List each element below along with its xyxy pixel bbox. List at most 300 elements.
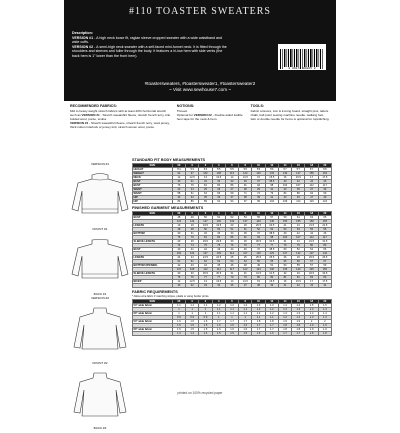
- back-2-label: BACK #2: [93, 426, 107, 430]
- table-cell: 46: [318, 232, 331, 236]
- table-cell: 150: [278, 220, 291, 224]
- table-cell: 31: [292, 240, 305, 244]
- table-cell: 112: [199, 268, 212, 272]
- table-cell: 53: [292, 228, 305, 232]
- table-cell: 91: [239, 184, 252, 188]
- fabrics-v2-label: VERSION #2: [70, 120, 89, 125]
- row-label: BUST: [133, 180, 173, 184]
- barcode: [278, 44, 326, 70]
- table-cell: 1.1: [212, 308, 225, 312]
- table-cell: 5'6: [265, 168, 278, 172]
- table-cell: 1.8: [292, 328, 305, 332]
- table-cell: 20: [225, 224, 238, 228]
- table-cell: 40: [278, 180, 291, 184]
- table-cell: 1.4: [318, 312, 331, 316]
- table-cell: 120: [239, 172, 252, 176]
- table-cell: 19.5: [199, 224, 212, 228]
- table-cell: 28: [239, 188, 252, 192]
- table-cell: 66: [292, 260, 305, 264]
- size-column-header: 18: [305, 212, 318, 216]
- table-cell: 1.7: [252, 324, 265, 328]
- table-cell: 79: [292, 244, 305, 248]
- table-cell: 13: [199, 176, 212, 180]
- table-cell: 102: [199, 172, 212, 176]
- notions-text2: Optional for: [176, 112, 193, 117]
- size-column-header: 10: [252, 164, 265, 168]
- table-cell: 15: [252, 280, 265, 284]
- table-cell: 15.5: [265, 176, 278, 180]
- table-cell: 52: [225, 216, 238, 220]
- table-cell: 5'4: [186, 168, 199, 172]
- table-cell: 54: [305, 248, 318, 252]
- table-cell: 1.4: [292, 304, 305, 308]
- size-header: SIZE: [133, 212, 173, 216]
- table-cell: 58: [172, 192, 185, 196]
- table-cell: 1.5: [172, 324, 185, 328]
- table-cell: 56: [318, 248, 331, 252]
- table-cell: 107: [292, 184, 305, 188]
- table-cell: 15: [252, 176, 265, 180]
- table-cell: 1.2: [265, 308, 278, 312]
- table-cell: 64: [225, 260, 238, 264]
- table-cell: 29.5: [199, 240, 212, 244]
- table-cell: 37: [305, 188, 318, 192]
- table-cell: 14.5: [239, 176, 252, 180]
- table-cell: 13.5: [212, 176, 225, 180]
- table-cell: 122: [172, 220, 185, 224]
- table-cell: 99: [252, 200, 265, 204]
- table-cell: 1.8: [318, 332, 331, 336]
- tools-text: Fabric scissors, iron & ironing board, straight pins, tailors chalk, ball point sewing machine needle, walking foot, twin or double needle for hems is optional for topstitching.: [250, 108, 330, 121]
- table-cell: 133: [265, 172, 278, 176]
- table-cell: 107: [172, 268, 185, 272]
- table-cell: 12: [172, 280, 185, 284]
- row-label: BICEP: [133, 280, 173, 284]
- table-cell: 25: [199, 188, 212, 192]
- table-cell: 62: [199, 260, 212, 264]
- table-cell: 107: [199, 252, 212, 256]
- table-cell: 76: [172, 276, 185, 280]
- table-cell: 30.5: [199, 272, 212, 276]
- table-cell: 130: [265, 268, 278, 272]
- table-cell: 1.9: [305, 324, 318, 328]
- table-cell: 5'4: [172, 168, 185, 172]
- table-cell: 1.7: [252, 328, 265, 332]
- table-cell: 113: [225, 172, 238, 176]
- table-cell: 109: [212, 252, 225, 256]
- row-label: BOTTOM: [133, 232, 173, 236]
- table-cell: 5'7: [278, 168, 291, 172]
- table-cell: 74: [252, 192, 265, 196]
- table-cell: 1.1: [225, 308, 238, 312]
- table-cell: 32: [292, 272, 305, 276]
- table-cell: 46: [225, 264, 238, 268]
- front-2-label: FRONT #2: [92, 361, 108, 365]
- fabrics-text2: - Stretch sweatshirt fleece, stretch french terry, knit bolded wool, ponte, scuba.: [70, 112, 171, 121]
- table-cell: 30: [239, 240, 252, 244]
- table-cell: 1.7: [292, 332, 305, 336]
- table-cell: 1.7: [265, 324, 278, 328]
- table-cell: 57: [265, 216, 278, 220]
- front-1-sketch-icon: [70, 169, 130, 221]
- table-cell: 1: [172, 312, 185, 316]
- table-cell: 25.5: [252, 256, 265, 260]
- v1-label: VERSION #1: [72, 35, 94, 40]
- table-cell: 2: [318, 320, 331, 324]
- table-cell: 1.5: [225, 332, 238, 336]
- table-cell: 132: [225, 220, 238, 224]
- table-cell: 30.5: [212, 272, 225, 276]
- table-cell: 1.1: [199, 304, 212, 308]
- table-cell: 76: [172, 184, 185, 188]
- table-cell: 65: [318, 216, 331, 220]
- size-column-header: 6: [225, 300, 238, 304]
- fabrics-text3: - Stretch sweatshirt fleece, stretch french terry, wool jersey, thick cotton interlock or jersey knit, stretch woven wool, ponte.: [70, 120, 170, 129]
- table-cell: 1: [199, 308, 212, 312]
- table-cell: 34: [212, 284, 225, 288]
- table-cell: 47: [305, 196, 318, 200]
- table-cell: 31: [225, 272, 238, 276]
- table-cell: 117: [225, 268, 238, 272]
- size-column-header: 12: [265, 300, 278, 304]
- table-cell: 38: [239, 196, 252, 200]
- table-cell: 31.5: [305, 240, 318, 244]
- table-cell: 1.1: [252, 316, 265, 320]
- table-cell: 104: [265, 200, 278, 204]
- table-cell: 1.5: [186, 324, 199, 328]
- table-cell: 130: [212, 220, 225, 224]
- table-cell: 1: [212, 316, 225, 320]
- table-cell: 39: [252, 196, 265, 200]
- table-cell: 12.5: [186, 176, 199, 180]
- table-cell: 25: [239, 256, 252, 260]
- row-label: BUST: [133, 184, 173, 188]
- v2-label: VERSION #2: [72, 44, 94, 49]
- footer-note: printed on 100% recycled paper: [177, 391, 223, 395]
- table-cell: 1: [186, 308, 199, 312]
- table-cell: 1.5: [318, 304, 331, 308]
- table-cell: 1.9: [305, 328, 318, 332]
- table-cell: 44: [199, 264, 212, 268]
- table-cell: 26: [278, 256, 291, 260]
- table-cell: 12: [172, 176, 185, 180]
- table-cell: 17: [305, 176, 318, 180]
- v1-title: VERSION #1: [90, 162, 110, 166]
- table-cell: 150: [318, 268, 331, 272]
- barcode-number: 8 09174 00005 2: [288, 67, 316, 70]
- table-cell: 1.6: [225, 324, 238, 328]
- fabrics-section: [70, 105, 171, 129]
- table-cell: 62: [212, 260, 225, 264]
- table-cell: 145: [305, 268, 318, 272]
- page-title: #110 TOASTER SWEATERS: [129, 6, 271, 17]
- table-cell: 5'5: [212, 168, 225, 172]
- size-column-header: 12: [265, 164, 278, 168]
- table-cell: 55: [318, 228, 331, 232]
- description: [72, 31, 230, 59]
- table-cell: 1.8: [278, 324, 291, 328]
- table-cell: 5'6: [239, 168, 252, 172]
- table-cell: 1.7: [278, 332, 291, 336]
- row-label: NECK: [133, 176, 173, 180]
- row-label: BUST: [133, 216, 173, 220]
- table-cell: 1.5: [186, 328, 199, 332]
- row-label: SLEEVE LENGTH: [133, 272, 173, 276]
- table-cell: 32.5: [318, 272, 331, 276]
- table-cell: 165: [318, 220, 331, 224]
- table-cell: 76: [239, 244, 252, 248]
- table-cell: 26.5: [318, 256, 331, 260]
- table-cell: 49: [186, 216, 199, 220]
- header-band: [64, 0, 336, 101]
- v2-text: - A semi-high neck sweater with a self-faced mini-funnel neck. It is fitted through the shoulders and sleeves and fuller through the body. It features a hi-low hem with side vents (the back hem is 1" lower than the front hem).: [72, 44, 227, 58]
- table-cell: 24: [186, 256, 199, 260]
- table-cell: 33: [172, 196, 185, 200]
- table-cell: 145: [265, 220, 278, 224]
- table-cell: 67: [305, 260, 318, 264]
- table-cell: 142: [318, 252, 331, 256]
- table-cell: 21.5: [305, 224, 318, 228]
- description-heading: Description:: [72, 31, 93, 35]
- table-cell: 65: [265, 260, 278, 264]
- table-cell: 84: [212, 236, 225, 240]
- table-cell: 38.5: [265, 232, 278, 236]
- table-cell: 49: [318, 196, 331, 200]
- table-cell: 147: [292, 172, 305, 176]
- size-column-header: 00: [172, 212, 185, 216]
- table-cell: 31.5: [252, 272, 265, 276]
- table-cell: 98: [265, 184, 278, 188]
- table-cell: 65: [252, 260, 265, 264]
- table-cell: 24: [172, 256, 185, 260]
- table-cell: 33: [278, 188, 291, 192]
- table-cell: 61: [172, 260, 185, 264]
- table-cell: 77: [252, 244, 265, 248]
- table-cell: 79: [186, 184, 199, 188]
- table-cell: 61: [186, 192, 199, 196]
- table-cell: 1.2: [212, 304, 225, 308]
- table-cell: 74: [172, 244, 185, 248]
- table-cell: 37: [252, 232, 265, 236]
- table-cell: 59: [318, 264, 331, 268]
- table-cell: 79: [239, 276, 252, 280]
- table-cell: 31: [278, 240, 291, 244]
- table-cell: 32: [199, 232, 212, 236]
- size-column-header: 2: [199, 212, 212, 216]
- table-cell: 109: [186, 268, 199, 272]
- table-cell: 75: [212, 244, 225, 248]
- table-cell: 97: [239, 200, 252, 204]
- size-column-header: 8: [239, 300, 252, 304]
- table-cell: 1.1: [172, 304, 185, 308]
- table-cell: 32: [278, 272, 291, 276]
- table-cell: 140: [292, 268, 305, 272]
- size-column-header: 20: [318, 212, 331, 216]
- table-cell: 21: [292, 224, 305, 228]
- table-cell: 48: [172, 228, 185, 232]
- table-cell: 48.5: [265, 248, 278, 252]
- table-cell: 55: [292, 264, 305, 268]
- table-cell: 36: [239, 232, 252, 236]
- table-cell: 89: [199, 200, 212, 204]
- table-cell: 1.8: [252, 320, 265, 324]
- table-cell: 30: [225, 240, 238, 244]
- table-cell: 1.3: [265, 304, 278, 308]
- table-cell: 1.9: [318, 328, 331, 332]
- table-cell: 43: [305, 284, 318, 288]
- size-column-header: 0: [186, 212, 199, 216]
- table-cell: 92: [172, 172, 185, 176]
- front-2-sketch-icon: [70, 303, 130, 355]
- table-cell: 1.5: [239, 332, 252, 336]
- table-cell: 30.5: [252, 240, 265, 244]
- size-column-header: 14: [278, 164, 291, 168]
- table-cell: 1.6: [212, 324, 225, 328]
- table-cell: 79: [186, 236, 199, 240]
- table-cell: 30: [172, 232, 185, 236]
- row-label: WAIST: [133, 192, 173, 196]
- table-cell: 48: [239, 264, 252, 268]
- table-cell: 1.9: [318, 324, 331, 328]
- table-cell: 42: [199, 248, 212, 252]
- table-cell: 51: [225, 228, 238, 232]
- table-cell: 122: [239, 268, 252, 272]
- table-cell: 1.1: [239, 308, 252, 312]
- table-cell: 51: [239, 228, 252, 232]
- size-column-header: 0: [186, 300, 199, 304]
- table-cell: 1.1: [265, 316, 278, 320]
- row-label: HIP: [133, 200, 173, 204]
- table-cell: 99: [318, 192, 331, 196]
- table-cell: 32.5: [305, 272, 318, 276]
- table-cell: 37: [252, 180, 265, 184]
- table-cell: 1: [172, 308, 185, 312]
- table-cell: 1.8: [305, 332, 318, 336]
- table-cell: 31: [239, 272, 252, 276]
- table-cell: 15.5: [265, 280, 278, 284]
- table-cell: 36: [225, 284, 238, 288]
- table-cell: 1.5: [199, 328, 212, 332]
- table-cell: 59: [278, 216, 291, 220]
- table-cell: 1.1: [212, 312, 225, 316]
- table-cell: 5'4: [199, 168, 212, 172]
- table-cell: 80: [265, 276, 278, 280]
- table-cell: 160: [305, 220, 318, 224]
- table-cell: 163: [318, 172, 331, 176]
- table-cell: 97: [186, 172, 199, 176]
- table-cell: 1.7: [225, 320, 238, 324]
- table-cell: 36: [239, 180, 252, 184]
- table-cell: 46: [318, 180, 331, 184]
- table-cell: 0.9: [199, 316, 212, 320]
- table-cell: 31: [265, 188, 278, 192]
- table-cell: 1.7: [265, 328, 278, 332]
- table-cell: 1.4: [318, 308, 331, 312]
- row-label: WAIST: [133, 188, 173, 192]
- table-cell: 1.2: [292, 316, 305, 320]
- size-column-header: 4: [212, 300, 225, 304]
- table-cell: 35: [199, 196, 212, 200]
- table-cell: 29: [252, 188, 265, 192]
- table-cell: 24.5: [199, 256, 212, 260]
- table-cell: 137: [305, 252, 318, 256]
- size-header: SIZE: [133, 164, 173, 168]
- table-cell: 83: [318, 276, 331, 280]
- table-cell: 137: [239, 220, 252, 224]
- table-cell: 48: [172, 216, 185, 220]
- table-cell: 42: [172, 264, 185, 268]
- table-cell: 45: [292, 196, 305, 200]
- size-column-header: 00: [172, 300, 185, 304]
- size-column-header: 16: [292, 212, 305, 216]
- table-cell: 91: [212, 200, 225, 204]
- table-cell: 20.5: [265, 224, 278, 228]
- table-cell: 1.4: [199, 332, 212, 336]
- table-cell: 30: [172, 180, 185, 184]
- table-cell: 53: [278, 228, 291, 232]
- website-link[interactable]: ~ Visit www.sewhouse7.com ~: [169, 87, 231, 92]
- table-cell: 124: [252, 268, 265, 272]
- table-cell: 119: [305, 200, 318, 204]
- fabric-req-note: * Allow extra fabric if matching stripes, plaids or using border prints.: [132, 295, 210, 298]
- table-cell: 1.6: [212, 328, 225, 332]
- table-cell: 39: [318, 188, 331, 192]
- table-cell: 71: [239, 192, 252, 196]
- table-cell: 5'5: [225, 168, 238, 172]
- size-column-header: 8: [239, 164, 252, 168]
- size-column-header: 10: [252, 212, 265, 216]
- table-cell: 112: [225, 252, 238, 256]
- size-column-header: 00: [172, 164, 185, 168]
- tables-column: [132, 156, 332, 336]
- table-cell: 5'7: [292, 168, 305, 172]
- table-cell: 81: [199, 236, 212, 240]
- table-cell: 1.6: [172, 320, 185, 324]
- table-cell: 79: [265, 192, 278, 196]
- table-cell: 1.6: [225, 328, 238, 332]
- table-cell: 25: [225, 256, 238, 260]
- table-cell: 112: [305, 184, 318, 188]
- row-label: LENGTH: [133, 256, 173, 260]
- table-cell: 42: [292, 284, 305, 288]
- table-cell: 43: [278, 196, 291, 200]
- table-cell: 41: [278, 284, 291, 288]
- table-cell: 61: [186, 260, 199, 264]
- table-cell: 81: [292, 276, 305, 280]
- table-cell: 63: [305, 216, 318, 220]
- table-cell: 1.6: [252, 332, 265, 336]
- table-cell: 29.5: [212, 240, 225, 244]
- table-cell: 1: [239, 316, 252, 320]
- table-cell: 76: [225, 244, 238, 248]
- table-cell: 1.6: [265, 332, 278, 336]
- table-cell: 86: [225, 184, 238, 188]
- table-cell: 1.4: [305, 308, 318, 312]
- table-cell: 33: [199, 284, 212, 288]
- table-cell: 1.3: [292, 308, 305, 312]
- table-cell: 55: [252, 216, 265, 220]
- notions-section: [177, 105, 245, 129]
- table-cell: 32: [199, 180, 212, 184]
- table-cell: 17.5: [318, 280, 331, 284]
- table-cell: 25.5: [265, 256, 278, 260]
- size-column-header: 4: [212, 212, 225, 216]
- table-cell: 43: [212, 248, 225, 252]
- body-table-heading: STANDARD FIT BODY MEASUREMENTS: [132, 158, 206, 162]
- table-cell: 66: [278, 260, 291, 264]
- table-cell: 124: [318, 200, 331, 204]
- table-cell: 23: [172, 188, 185, 192]
